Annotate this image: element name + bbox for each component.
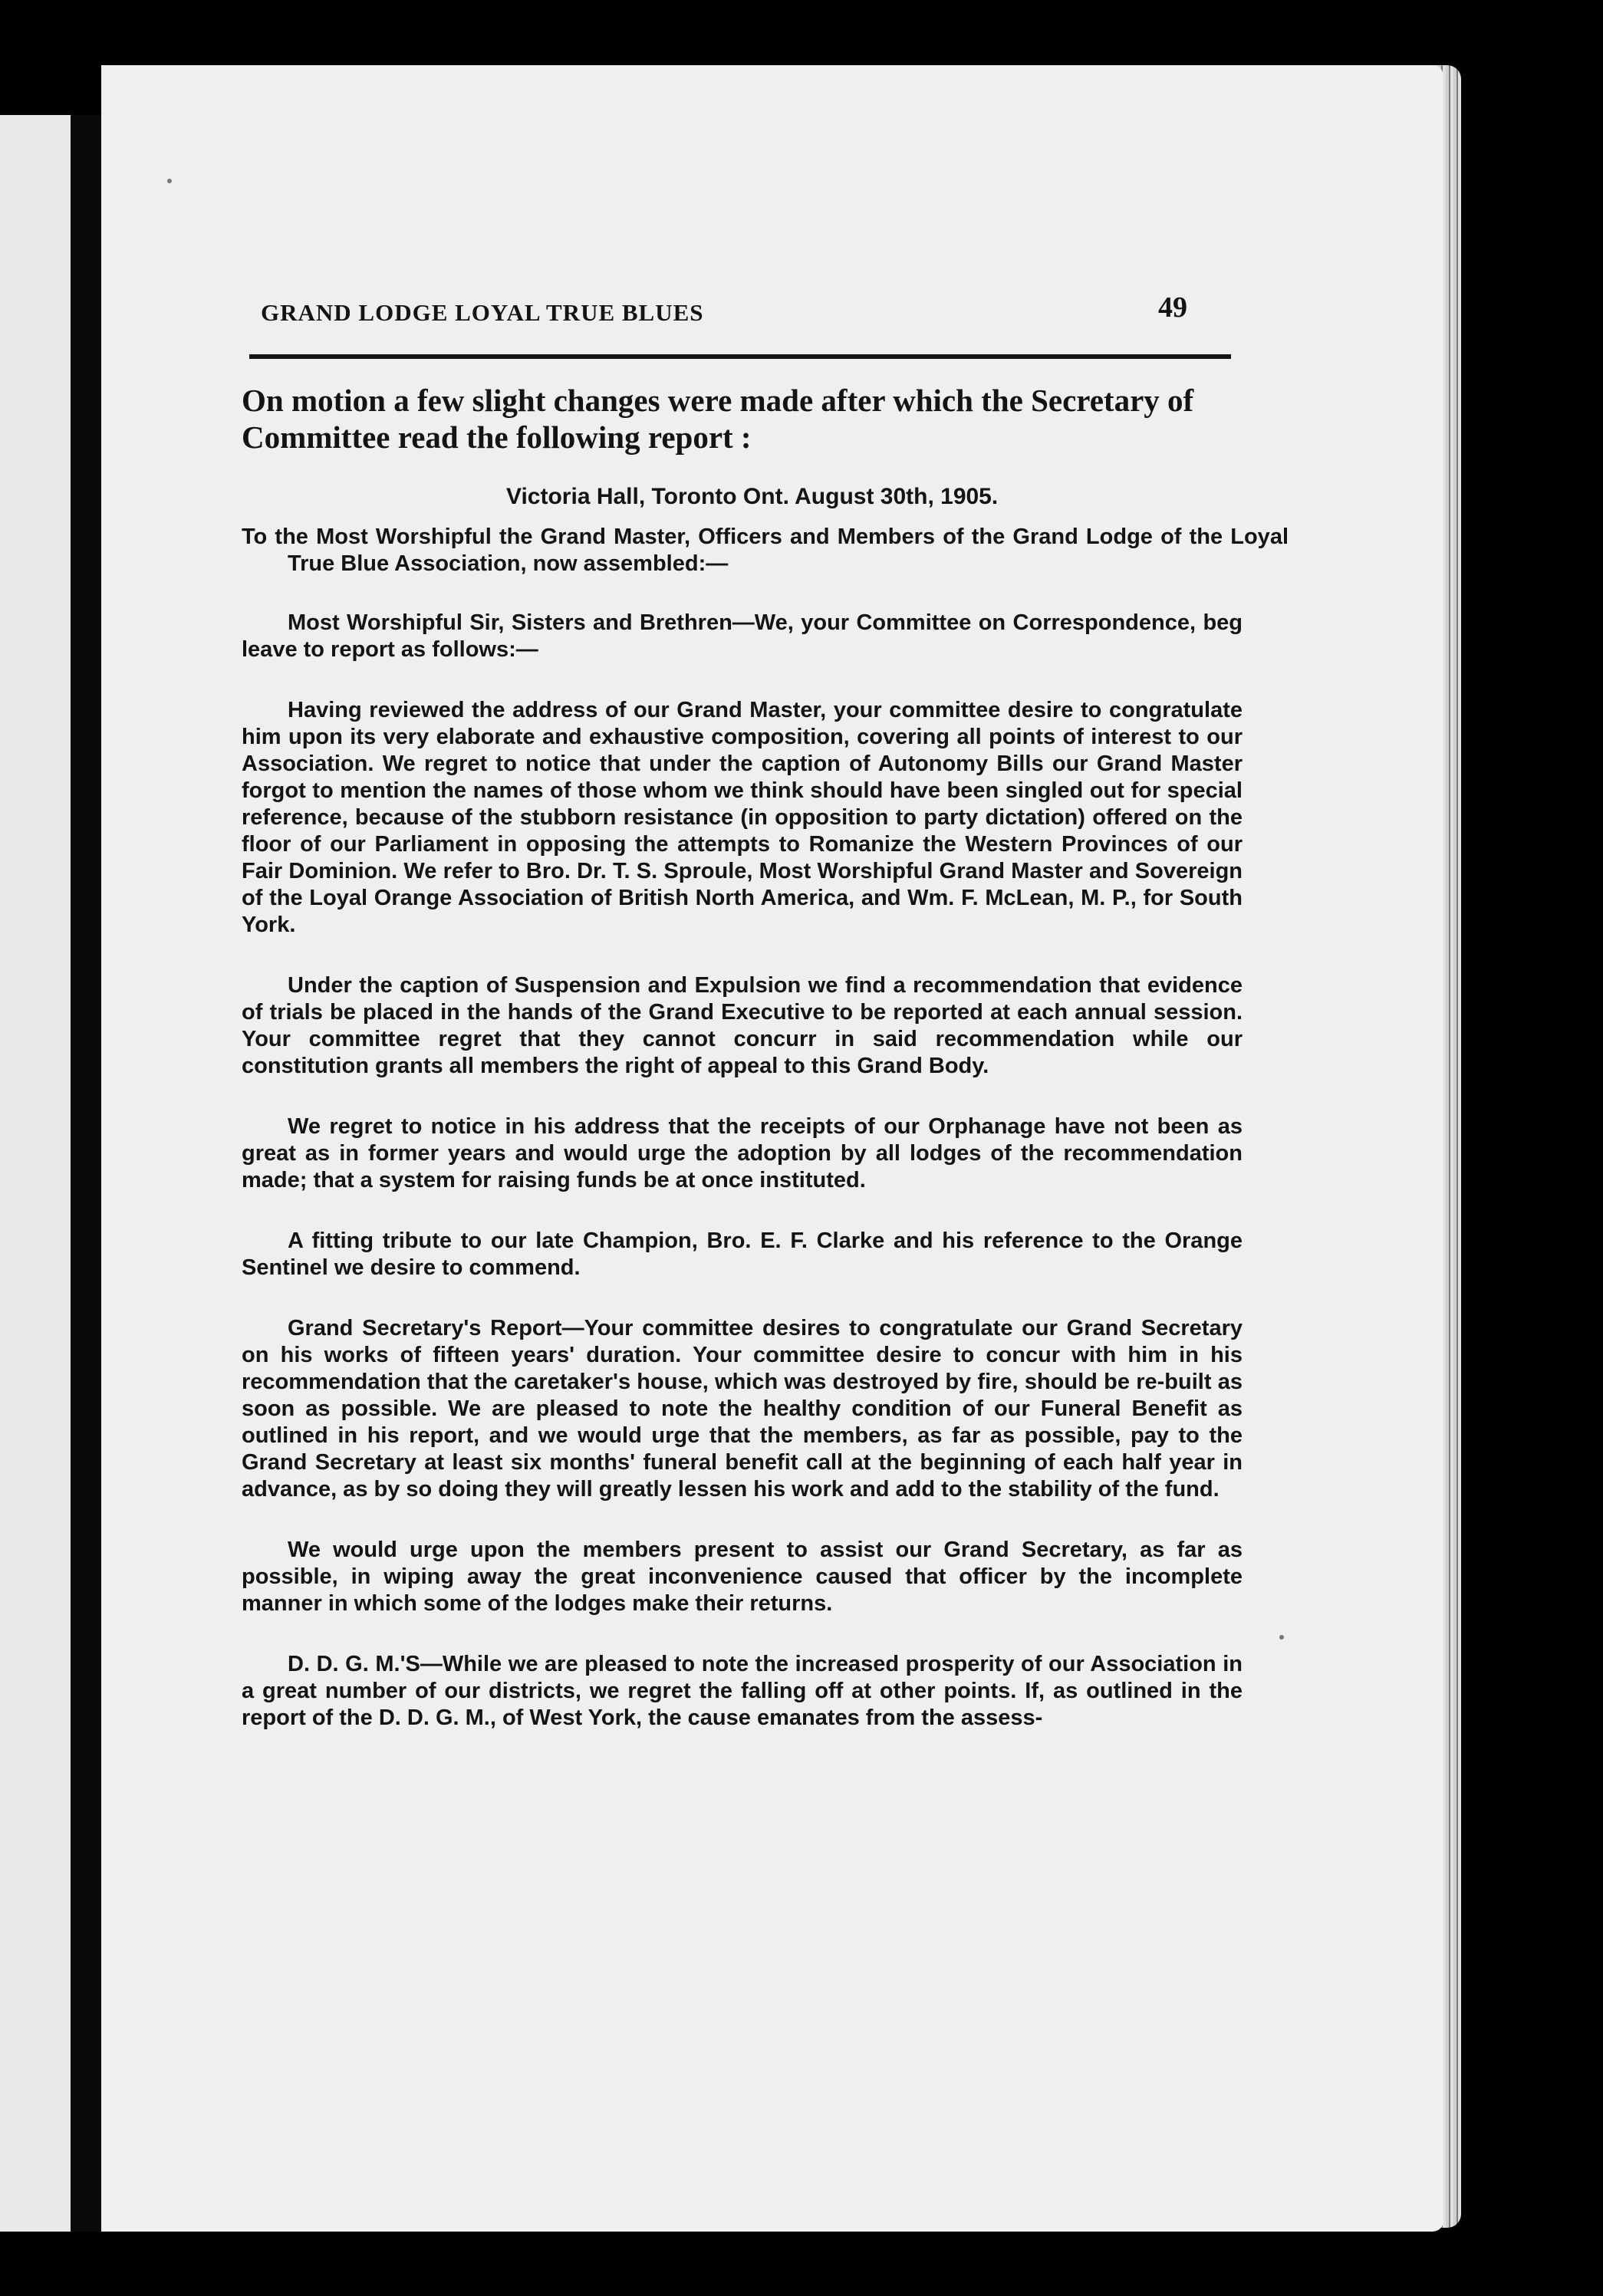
body-paragraph: Under the caption of Suspension and Expulsion we find a recommendation that evidence of trials be placed in the hands of the Grand Executive to be reported at each annual session. Your committee regret that they cannot concurr in said recommendation while our constitution grants all members the right of appeal to this Grand Body. — [242, 973, 1243, 1078]
page-number: 49 — [1158, 291, 1187, 324]
body-paragraph: A fitting tribute to our late Champion, Bro. E. F. Clarke and his reference to the Orange Sentinel we desire to commend. — [242, 1229, 1243, 1280]
page-content — [142, 291, 1289, 1765]
scan-speck — [167, 179, 172, 183]
intro-paragraph: On motion a few slight changes were made after which the Secretary of Committee read the following report : — [242, 383, 1194, 455]
salutation-address: To the Most Worshipful the Grand Master, Officers and Members of the Grand Lodge of the Loyal True Blue Association, now assembled:— — [242, 525, 1289, 576]
dateline: Victoria Hall, Toronto Ont. August 30th, 1905. — [506, 484, 999, 509]
facing-page-edge — [0, 115, 71, 2232]
body-paragraph: D. D. G. M.'S—While we are pleased to note the increased prosperity of our Association in a great number of our districts, we regret the falling off at other points. If, as outlined in the report of the D. D. G. M., of West York, the cause emanates from the assess- — [242, 1652, 1243, 1730]
running-title: GRAND LODGE LOYAL TRUE BLUES — [261, 299, 704, 326]
body-paragraph: Having reviewed the address of our Grand Master, your committee desire to congratulate him upon its very elaborate and exhaustive composition, covering all points of interest to our Association. We regret to notice that under the caption of Autonomy Bills our Grand Master forgot to mention the names of those whom we think should have been singled out for special reference, because of the stubborn resistance (in opposition to party dictation) offered on the floor of our Parliament in opposing the attempts to Romanize the Western Provinces of our Fair Dominion. We refer to Bro. Dr. T. S. Sproule, Most Worshipful Grand Master and Sovereign of the Loyal Orange Association of British North America, and Wm. F. McLean, M. P., for South York. — [242, 698, 1243, 937]
header-rule — [249, 354, 1231, 359]
running-head — [142, 291, 1243, 337]
body-paragraph: Grand Secretary's Report—Your committee desires to congratulate our Grand Secretary on his works of fifteen years' duration. Your committee desire to concur with him in his recommendation that the caretaker's house, which was destroyed by fire, should be re-built as soon as possible. We are pleased to note the healthy condition of our Funeral Benefit as outlined in his report, and we would urge that the members, as far as possible, pay to the Grand Secretary at least six months' funeral benefit call at the beginning of each half year in advance, as by so doing they will greatly lessen his work and add to the stability of the fund. — [242, 1316, 1243, 1502]
scan-speck — [1279, 1635, 1284, 1640]
body-paragraph: We would urge upon the members present to assist our Grand Secretary, as far as possible, in wiping away the great inconvenience caused that officer by the incomplete manner in which some of the lodges make their returns. — [242, 1538, 1243, 1616]
body-paragraph: We regret to notice in his address that the receipts of our Orphanage have not been as great as in former years and would urge the adoption by all lodges of the recommendation made; that a system for raising funds be at once instituted. — [242, 1114, 1243, 1192]
book-gutter — [71, 115, 101, 2232]
body-paragraph: Most Worshipful Sir, Sisters and Brethren—We, your Committee on Correspondence, beg leave to report as follows:— — [242, 610, 1243, 662]
